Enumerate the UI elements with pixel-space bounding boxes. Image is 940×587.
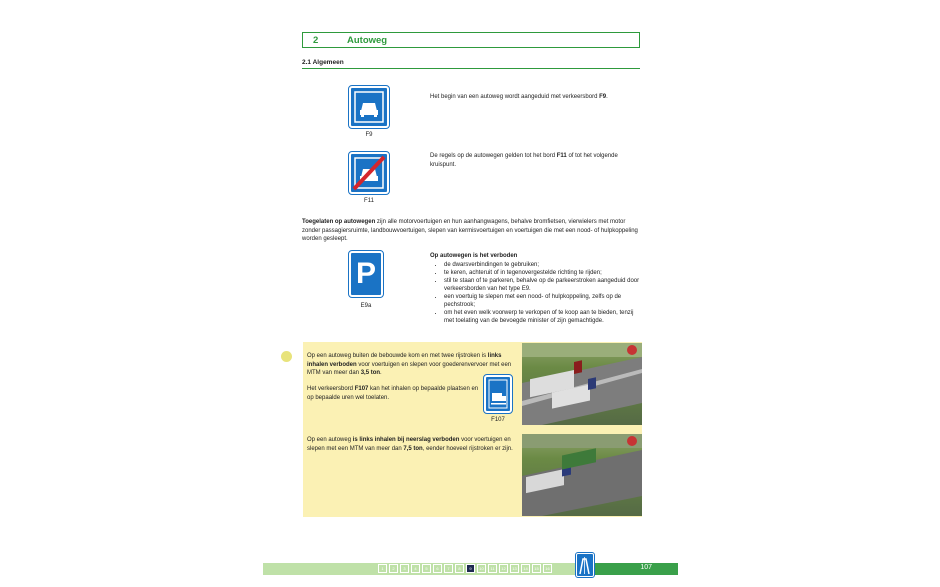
chapter-index-item[interactable]: 4 — [411, 564, 420, 573]
callout-p1-c: voor voertuigen en slepen voor goederenvervoer met een MTM van meer dan — [307, 361, 512, 376]
rainy-highway-scene-illustration — [522, 434, 642, 516]
chapter-index-item[interactable]: 11 — [488, 564, 497, 573]
callout-paragraph-3 — [307, 436, 515, 453]
sign-f11 — [349, 152, 389, 194]
callout-p2-a: Het verkeersbord — [307, 386, 355, 392]
sign-e9a — [349, 251, 383, 297]
highway-photo-trucks-overtaking — [522, 343, 642, 425]
callout-p1-b: links inhalen verboden — [307, 353, 502, 368]
sign-f107 — [484, 375, 512, 413]
sign-f9 — [349, 86, 389, 128]
forbidden-block — [430, 252, 642, 325]
page-number: 107 — [640, 564, 652, 571]
callout-p3-a: Op een autoweg — [307, 437, 353, 443]
admitted-paragraph — [302, 218, 642, 244]
callout-p2-c: kan het inhalen op bepaalde plaatsen en op bepaalde uren wel toelaten. — [307, 386, 479, 401]
chapter-number: 2 — [313, 35, 319, 46]
highway-scene-illustration — [522, 343, 642, 425]
list-item: • de dwarsverbindingen te gebruiken; — [444, 261, 642, 269]
f9-text-pre: Het begin van een autoweg wordt aangeduid met verkeersbord — [430, 94, 600, 100]
sign-f9-label: F9 — [365, 132, 373, 138]
chapter-index-item[interactable]: 3 — [400, 564, 409, 573]
f9-text-bold: F9 — [599, 94, 607, 100]
chapter-index-item[interactable]: 8 — [455, 564, 464, 573]
chapter-index-item[interactable]: 10 — [477, 564, 486, 573]
car-icon — [351, 88, 387, 126]
section-title: 2.1 Algemeen — [302, 59, 640, 69]
chapter-index-item[interactable]: 13 — [510, 564, 519, 573]
lightbulb-icon — [281, 351, 292, 362]
callout-p1-a: Op een autoweg buiten de bebouwde kom en met twee rijstroken is — [307, 353, 488, 359]
truck-icon — [486, 377, 510, 411]
f11-text-post: of tot het volgende kruispunt. — [430, 153, 618, 168]
chapter-index-item[interactable]: 7 — [444, 564, 453, 573]
chapter-index-item[interactable]: 14 — [521, 564, 530, 573]
forbidden-list — [430, 261, 642, 325]
callout-p3-c: voor voertuigen en slepen met een MTM van meer dan — [307, 437, 511, 452]
highway-sign-icon — [576, 553, 594, 577]
f9-text-post: . — [606, 94, 608, 100]
chapter-index-item-active[interactable]: 9 — [466, 564, 475, 573]
list-item: • om het even welk voorwerp te verkopen of te koop aan te bieden, tenzij met toelating van de bevoegde minister of zijn gemachtigde. — [444, 309, 642, 325]
sign-f11-label: F11 — [364, 198, 374, 204]
chapter-index-item[interactable]: 5 — [422, 564, 431, 573]
callout-p3-b: is links inhalen bij neerslag verboden — [352, 437, 460, 443]
highway-photo-rain-trucks — [522, 434, 642, 516]
no-overtaking-badge-icon — [627, 345, 637, 355]
callout-p1-e: . — [380, 370, 382, 376]
chapter-header — [302, 32, 640, 48]
callout-paragraph-1 — [307, 352, 515, 378]
chapter-title: Autoweg — [347, 35, 388, 46]
f11-text-bold: F11 — [556, 153, 567, 159]
chapter-index-item[interactable]: 12 — [499, 564, 508, 573]
footer-page-box — [595, 563, 678, 575]
parking-p-glyph: P — [355, 257, 376, 290]
f9-description — [430, 93, 640, 102]
admitted-bold: Toegelaten op autowegen — [302, 219, 376, 225]
callout-p3-d: 7,5 ton — [403, 445, 423, 452]
list-item: • stil te staan of te parkeren, behalve op de parkeerstroken aangeduid door verkeersborden van het type E9. — [444, 277, 642, 293]
sign-e9a-label: E9a — [360, 303, 372, 309]
list-item: • te keren, achteruit of in tegenovergestelde richting te rijden; — [444, 269, 642, 277]
callout-paragraph-2 — [307, 385, 479, 402]
sign-f107-label: F107 — [491, 417, 505, 423]
car-crossed-icon — [351, 154, 387, 192]
forbidden-heading: Op autowegen is het verboden — [430, 253, 518, 259]
callout-p2-b: F107 — [354, 386, 369, 392]
callout-p3-e: , eender hoeveel rijstroken er zijn. — [422, 445, 513, 452]
chapter-index-item[interactable]: 2 — [389, 564, 398, 573]
chapter-index-item[interactable]: 16 — [543, 564, 552, 573]
callout-p1-d: 3,5 ton — [360, 370, 381, 376]
chapter-index-item[interactable]: 1 — [378, 564, 387, 573]
chapter-index-item[interactable]: 15 — [532, 564, 541, 573]
no-overtaking-rain-badge-icon — [627, 436, 637, 446]
f11-text-pre: De regels op de autowegen gelden tot het bord — [430, 153, 557, 159]
chapter-index — [378, 564, 552, 573]
list-item: • een voertuig te slepen met een nood- of hulpkoppeling, zelfs op de pechstrook; — [444, 293, 642, 309]
admitted-rest: zijn alle motorvoertuigen en hun aanhangwagens, behalve bromfietsen, vierwielers met motor zonder passagiersruimte, landbouwvoertuigen, slepen van kermisvoertuigen en voertuigen die met een nood- of hulpkoppeling worden gesleept. — [302, 219, 638, 242]
f11-description — [430, 152, 640, 169]
chapter-index-item[interactable]: 6 — [433, 564, 442, 573]
